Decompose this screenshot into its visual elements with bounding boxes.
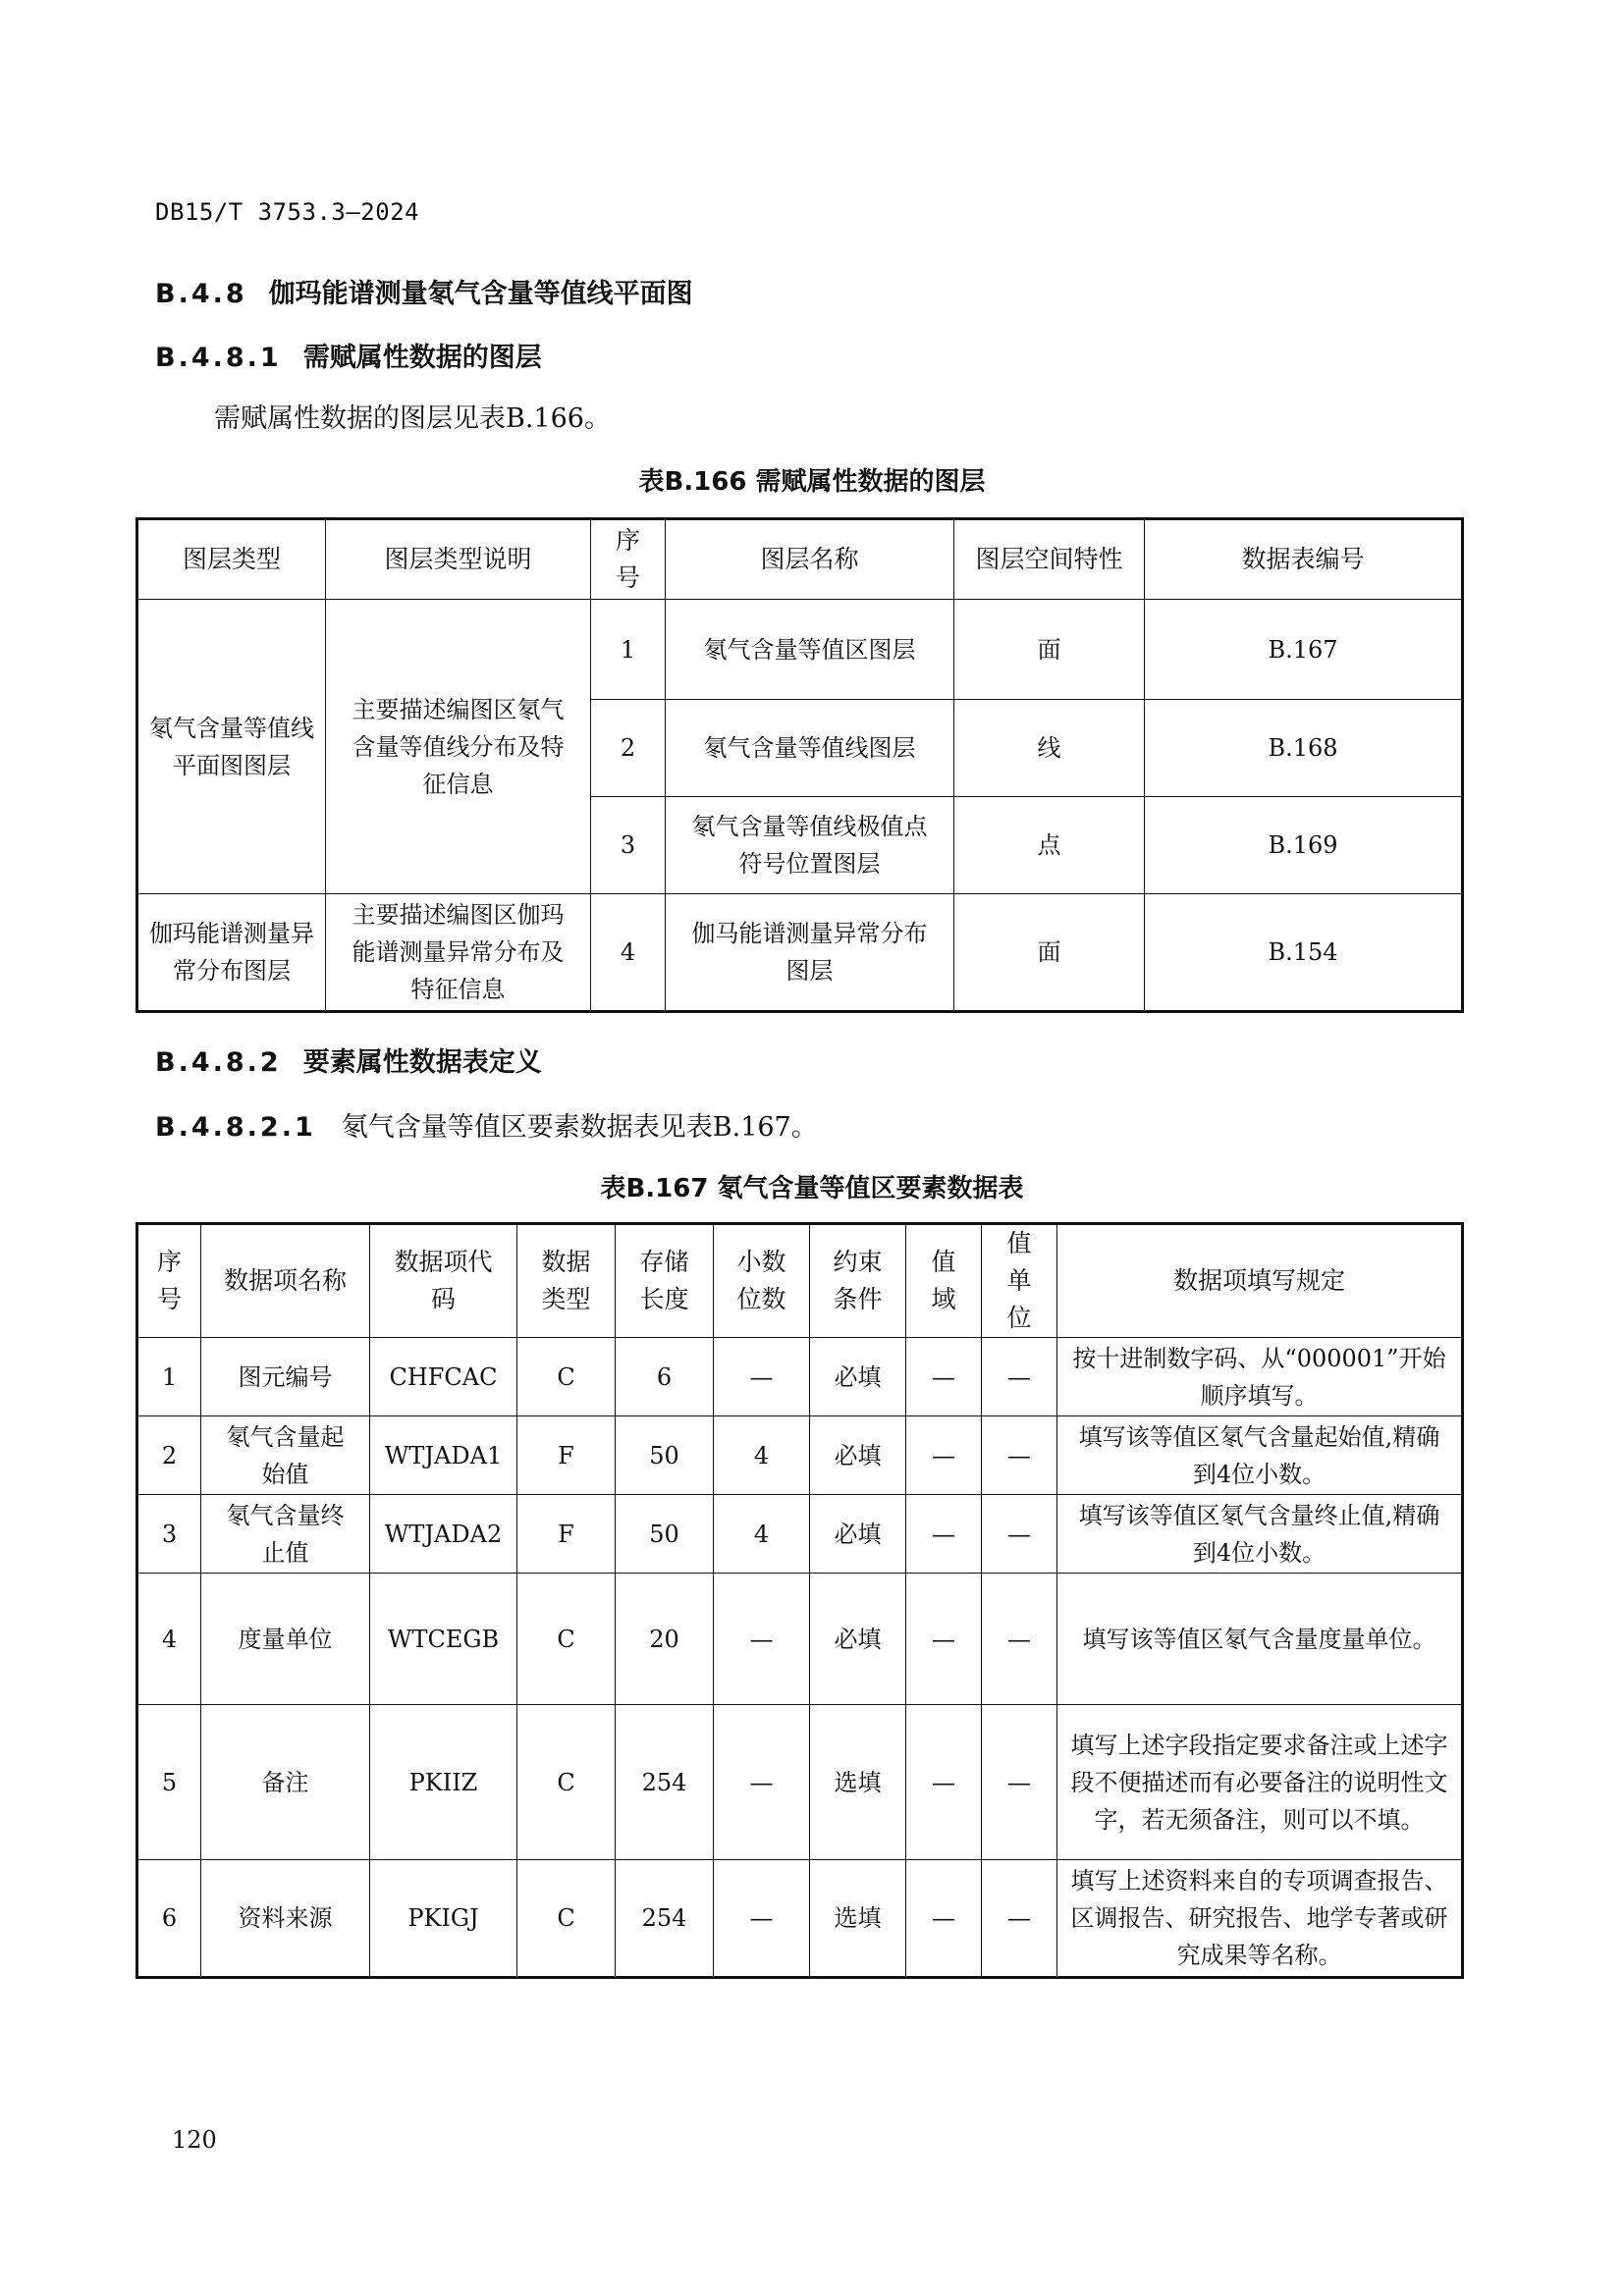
section-heading-b481 <box>155 336 542 374</box>
section-title: 伽玛能谱测量氡气含量等值线平面图 <box>268 279 693 309</box>
table-row <box>137 1416 1463 1495</box>
table-row <box>137 1338 1463 1416</box>
decimals-cell: — <box>714 1860 810 1978</box>
decimals-cell: — <box>714 1574 810 1705</box>
data-type-cell: C <box>517 1705 616 1860</box>
section-number: B.4.8 <box>155 279 247 309</box>
header-cell: 数据项代码 <box>370 1224 517 1338</box>
header-cell: 图层名称 <box>666 519 954 600</box>
rule-cell: 填写该等值区氡气含量终止值,精确到4位小数。 <box>1057 1495 1463 1574</box>
table-header-row <box>137 1224 1463 1338</box>
header-cell: 存储长度 <box>616 1224 714 1338</box>
layer-name-cell: 氡气含量等值区图层 <box>666 600 954 700</box>
length-cell: 50 <box>616 1416 714 1495</box>
table-row <box>137 1860 1463 1978</box>
rule-cell: 填写该等值区氡气含量起始值,精确到4位小数。 <box>1057 1416 1463 1495</box>
section-heading-b48 <box>155 272 693 310</box>
domain-cell: — <box>906 1495 982 1574</box>
decimals-cell: 4 <box>714 1495 810 1574</box>
length-cell: 20 <box>616 1574 714 1705</box>
decimals-cell: 4 <box>714 1416 810 1495</box>
rule-cell: 填写上述资料来自的专项调查报告、区调报告、研究报告、地学专著或研究成果等名称。 <box>1057 1860 1463 1978</box>
table-row <box>137 600 1463 700</box>
layer-type-cell: 伽玛能谱测量异常分布图层 <box>137 894 326 1012</box>
item-name-cell: 度量单位 <box>201 1574 370 1705</box>
table-row <box>137 894 1463 1012</box>
domain-cell: — <box>906 1416 982 1495</box>
page-number: 120 <box>172 2126 217 2154</box>
constraint-cell: 必填 <box>810 1574 906 1705</box>
row-number-cell: 5 <box>137 1705 201 1860</box>
header-cell: 值单位 <box>982 1224 1057 1338</box>
header-cell: 值域 <box>906 1224 982 1338</box>
data-type-cell: C <box>517 1860 616 1978</box>
row-number-cell: 1 <box>137 1338 201 1416</box>
domain-cell: — <box>906 1338 982 1416</box>
table-no-cell: B.154 <box>1145 894 1463 1012</box>
domain-cell: — <box>906 1574 982 1705</box>
item-code-cell: WTJADA2 <box>370 1495 517 1574</box>
header-cell: 图层类型说明 <box>326 519 591 600</box>
item-code-cell: PKIGJ <box>370 1860 517 1978</box>
layer-name-cell: 氡气含量等值线极值点符号位置图层 <box>666 797 954 894</box>
section-title: 要素属性数据表定义 <box>302 1047 542 1078</box>
item-code-cell: CHFCAC <box>370 1338 517 1416</box>
row-number-cell: 3 <box>137 1495 201 1574</box>
section-heading-b482 <box>155 1041 542 1079</box>
item-name-cell: 备注 <box>201 1705 370 1860</box>
domain-cell: — <box>906 1860 982 1978</box>
section-number: B.4.8.1 <box>155 343 282 373</box>
spatial-cell: 点 <box>954 797 1145 894</box>
header-cell: 约束条件 <box>810 1224 906 1338</box>
row-number-cell: 2 <box>591 700 666 797</box>
item-code-cell: WTJADA1 <box>370 1416 517 1495</box>
paragraph-table-ref-167 <box>155 1105 818 1144</box>
header-cell: 序号 <box>137 1224 201 1338</box>
item-name-cell: 资料来源 <box>201 1860 370 1978</box>
layer-name-cell: 氡气含量等值线图层 <box>666 700 954 797</box>
item-name-cell: 氡气含量起始值 <box>201 1416 370 1495</box>
row-number-cell: 6 <box>137 1860 201 1978</box>
layer-desc-cell: 主要描述编图区伽玛能谱测量异常分布及特征信息 <box>326 894 591 1012</box>
table-row <box>137 1574 1463 1705</box>
spatial-cell: 线 <box>954 700 1145 797</box>
header-cell: 数据类型 <box>517 1224 616 1338</box>
row-number-cell: 4 <box>591 894 666 1012</box>
constraint-cell: 必填 <box>810 1338 906 1416</box>
length-cell: 254 <box>616 1860 714 1978</box>
data-type-cell: F <box>517 1416 616 1495</box>
row-number-cell: 2 <box>137 1416 201 1495</box>
data-type-cell: C <box>517 1338 616 1416</box>
unit-cell: — <box>982 1705 1057 1860</box>
row-number-cell: 3 <box>591 797 666 894</box>
spatial-cell: 面 <box>954 600 1145 700</box>
item-code-cell: WTCEGB <box>370 1574 517 1705</box>
header-cell: 数据项填写规定 <box>1057 1224 1463 1338</box>
header-cell: 小数位数 <box>714 1224 810 1338</box>
rule-cell: 填写上述字段指定要求备注或上述字段不便描述而有必要备注的说明性文字，若无须备注，则可以不填。 <box>1057 1705 1463 1860</box>
section-title: 需赋属性数据的图层 <box>302 343 542 373</box>
constraint-cell: 必填 <box>810 1495 906 1574</box>
section-number: B.4.8.2 <box>155 1047 282 1078</box>
header-cell: 数据表编号 <box>1145 519 1463 600</box>
decimals-cell: — <box>714 1705 810 1860</box>
header-cell: 数据项名称 <box>201 1224 370 1338</box>
constraint-cell: 选填 <box>810 1705 906 1860</box>
table-row <box>137 1495 1463 1574</box>
length-cell: 50 <box>616 1495 714 1574</box>
unit-cell: — <box>982 1495 1057 1574</box>
clause-text: 氡气含量等值区要素数据表见表B.167。 <box>341 1112 818 1143</box>
unit-cell: — <box>982 1416 1057 1495</box>
clause-number: B.4.8.2.1 <box>155 1112 316 1143</box>
item-code-cell: PKIIZ <box>370 1705 517 1860</box>
table-no-cell: B.169 <box>1145 797 1463 894</box>
header-cell: 图层类型 <box>137 519 326 600</box>
unit-cell: — <box>982 1860 1057 1978</box>
spatial-cell: 面 <box>954 894 1145 1012</box>
paragraph-table-ref-166: 需赋属性数据的图层见表B.166。 <box>214 403 611 434</box>
layer-type-cell: 氡气含量等值线平面图图层 <box>137 600 326 894</box>
layer-desc-cell: 主要描述编图区氡气含量等值线分布及特征信息 <box>326 600 591 894</box>
row-number-cell: 1 <box>591 600 666 700</box>
table-167-caption: 表B.167 氡气含量等值区要素数据表 <box>600 1174 1024 1203</box>
header-cell: 序号 <box>591 519 666 600</box>
rule-cell: 按十进制数字码、从“000001”开始顺序填写。 <box>1057 1338 1463 1416</box>
table-no-cell: B.168 <box>1145 700 1463 797</box>
table-167 <box>135 1222 1464 1979</box>
header-cell: 图层空间特性 <box>954 519 1145 600</box>
length-cell: 254 <box>616 1705 714 1860</box>
data-type-cell: F <box>517 1495 616 1574</box>
constraint-cell: 选填 <box>810 1860 906 1978</box>
table-row <box>137 1705 1463 1860</box>
rule-cell: 填写该等值区氡气含量度量单位。 <box>1057 1574 1463 1705</box>
table-166-caption: 表B.166 需赋属性数据的图层 <box>638 467 986 497</box>
document-header: DB15/T 3753.3—2024 <box>155 198 420 226</box>
data-type-cell: C <box>517 1574 616 1705</box>
row-number-cell: 4 <box>137 1574 201 1705</box>
domain-cell: — <box>906 1705 982 1860</box>
layer-name-cell: 伽马能谱测量异常分布图层 <box>666 894 954 1012</box>
unit-cell: — <box>982 1574 1057 1705</box>
table-no-cell: B.167 <box>1145 600 1463 700</box>
item-name-cell: 氡气含量终止值 <box>201 1495 370 1574</box>
table-header-row <box>137 519 1463 600</box>
item-name-cell: 图元编号 <box>201 1338 370 1416</box>
table-166 <box>135 517 1464 1013</box>
decimals-cell: — <box>714 1338 810 1416</box>
constraint-cell: 必填 <box>810 1416 906 1495</box>
length-cell: 6 <box>616 1338 714 1416</box>
unit-cell: — <box>982 1338 1057 1416</box>
